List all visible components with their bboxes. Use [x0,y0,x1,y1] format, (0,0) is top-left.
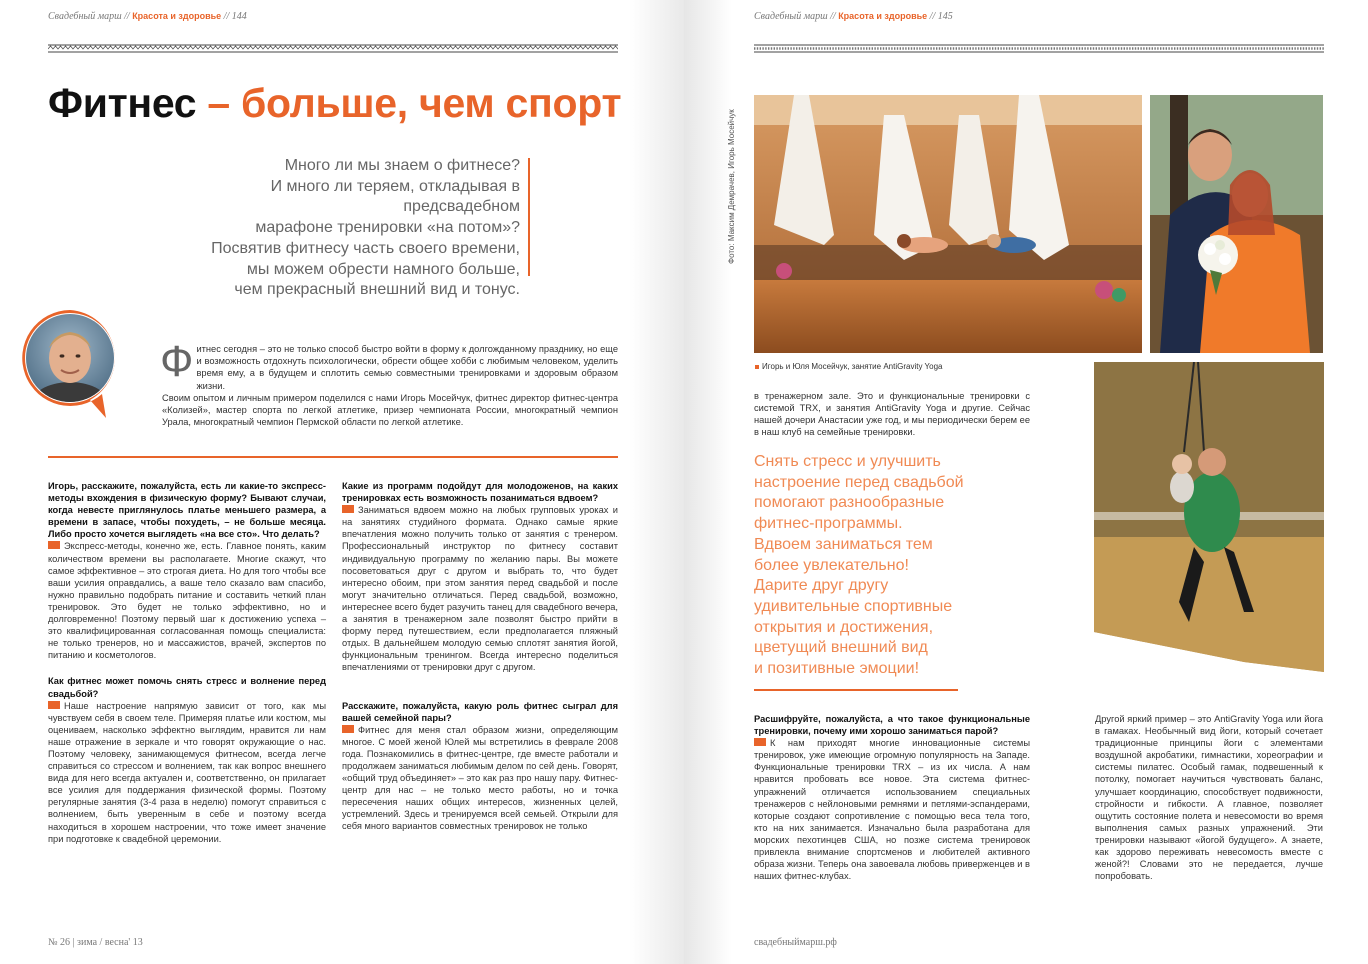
section-divider [48,456,618,458]
issue-footer: № 26 | зима / весна' 13 [48,937,143,948]
pull-quote: Снять стресс и улучшить настроение перед свадьбой помогают разнообразные фитнес-программы. Вдвоем заниматься тем более увлекательно! Дарите друг другу удивительные спортивные открытия и достижения, цветущий внешний вид и позитивные эмоции! [754,453,964,678]
site-footer: свадебныймарш.рф [754,937,837,948]
question-heading: Какие из программ подойдут для молодоженов, на каких тренировках есть возможность позаниматься вдвоем? [342,481,618,504]
trx-training-photo [1094,362,1324,672]
caption-marker [755,365,759,369]
answer-marker [48,701,60,709]
right-column-2: Другой яркий пример – это AntiGravity Yoga или йога в гамаках. Необычный вид йоги, который сочетает традиционные принципы йоги с элементами воздушной акробатики, гимнастики, хореографии и системы пилатес. Особый гамак, подвешенный к потолку, помогает научиться чувствовать баланс, улучшает координацию, способствует подвижности, стройности и гибкости. А главное, позволяет ощутить состояние полета и невесомости во время выполнения самых разных упражнений. Эти тренировки называют «йогой будущего». А знаете, как здорово переживать невесомость вместе с женой?! Словами это не передается, лучше попробовать. [1095,714,1323,882]
question-heading: Как фитнес может помочь снять стресс и волнение перед свадьбой? [48,676,326,699]
continuation-text: в тренажерном зале. Это и функциональные тренировки с системой TRX, и занятия AntiGravity Yoga и другие. Сейчас нашей дочери Анастасии уже год, и мы периодически берем ее в наш клуб на семейные тренировки. [754,391,1030,438]
answer-marker [48,541,60,549]
left-column-1: Игорь, расскажите, пожалуйста, есть ли какие-то экспресс-методы вхождения в физическую форму? Бывают случаи, когда невесте приглянулось платье меньшего размера, а времени в запасе, чтобы похудеть, – не больше месяца. Либо просто хочется выглядеть «на все сто». Что делать? Экспресс-методы, конечно же, есть. Главное понять, каким количеством времени вы располагаете. Многие скажут, что самое эффективное – это строгая диета. Но для того чтобы все ваши усилия оправдались, а ваше тело сказало вам спасибо, нужно правильно подобрать питание и составить четкий план тренировок. Это будет не только эффективно, но и долговременно! Поэтому первый шаг к достижению успеха – это квалифицированная согласованная помощь специалиста: не только тренеров, но и массажистов, врачей, экспертов по питанию и косметологов. Как фитнес может помочь снять стресс и волнение перед свадьбой? Наше настроение напрямую зависит от того, как мы чувствуем себя в своем теле. Примеряя платье или костюм, мы оцениваем, насколько эффектно выглядим, нравится ли нам наше отражение в зеркале и что говорят окружающие о нас. Поэтому человеку, занимающемуся фитнесом, всегда легче справиться со стрессом и волнением, так как вопрос внешнего вида для него всегда актуален и, соответственно, он прилагает все усилия для поддержания физической формы. Поэтому регулярные занятия (3-4 раза в неделю) помогут справиться с волнением, быть уверенным в себе и поэтому всегда находиться в хорошем настроении, что тоже имеет значение при подготовке к свадебной церемонии. [48,481,326,844]
couple-portrait-photo [1150,95,1323,353]
photo-caption: Игорь и Юля Мосейчук, занятие AntiGravity Yoga [755,362,942,371]
running-header-left: Свадебный марш // Красота и здоровье // 144 [48,11,247,22]
article-title: Фитнес – больше, чем спорт [48,80,622,126]
lead-accent-bar [528,158,530,276]
left-column-2: Какие из программ подойдут для молодоженов, на каких тренировках есть возможность позаниматься вдвоем? Заниматься вдвоем можно на любых групповых уроках и на занятиях студийного формата. Однако самые яркие впечатления можно получить только от занятия с тренером. Профессиональный инструктор по фитнесу составит индивидуальную программу по желанию пары. Вы можете посоветоваться друг с другом и выбрать то, что будет интересно обоим, при этом занятия перед свадьбой и после могут значительно отличаться. Перед свадьбой, возможно, интереснее всего будет разучить танец для свадебного вечера, а занятия в тренажерном зале позволят быстро прийти в форму перед путешествием, если предполагается пляжный отдых. В дальнейшем молодую семью сплотят занятия йогой, функциональным тренингом. Всегда интересно поделиться впечатлениями от тренировки друг с другом. Расскажите, пожалуйста, какую роль фитнес сыграл для вашей семейной пары? Фитнес для меня стал образом жизни, определяющим многое. С моей женой Юлей мы встретились в феврале 2008 года. Познакомились в фитнес-центре, где вместе работали и продолжаем заниматься любимым делом по сей день. Говорят, «общий труд объединяет» – это как раз про нашу пару. Фитнес-центр для нас – не только место работы, но и точка пересечения наших общих интересов, жизненных целей, устремлений. Здесь и тренируемся всей семьей. Открыли для себя много вариантов совместных тренировок не только [342,481,618,832]
lead-paragraph: Много ли мы знаем о фитнесе? И много ли теряем, откладывая в предсвадебном марафоне тренировки «на потом»? Посвятив фитнесу часть своего времени, мы можем обрести намного больше, чем прекрасный внешний вид и тонус. [211,157,520,299]
question-heading: Игорь, расскажите, пожалуйста, есть ли какие-то экспресс-методы вхождения в физическую форму? Бывают случаи, когда невесте приглянулось платье меньшего размера, а времени в запасе, чтобы похудеть, – не больше месяца. Либо просто хочется выглядеть «на все сто». Что делать? [48,481,326,540]
answer-marker [754,738,766,746]
right-page [684,0,1368,964]
photo-credit [725,94,737,264]
right-column-1: Расшифруйте, пожалуйста, а что такое функциональные тренировки, почему ими хорошо заниматься парой? К нам приходят многие инновационные системы тренировок, уже имеющие огромную популярность на Западе. Функциональные тренировки TRX – из их числа. А нам нравится пробовать все новое. Эта система фитнес-упражнений отличается использованием специальных тренажеров с нейлоновыми ремнями и петлями-эспандерами, которые создают сопротивление с помощью веса тела того, кто на них занимается. Изначально была разработана для морских пехотинцев США, но позже система тренировок привлекла внимание спортсменов и любителей активного образа жизни. Теперь она завоевала любовь приверженцев и в наших фитнес-клубах. [754,714,1030,882]
dropcap: Ф [160,337,194,386]
intro-text: Ф итнес сегодня – это не только способ быстро войти в форму к долгожданному празднику, но еще и возможность отдохнуть психологически, обрести общее хобби с любимым человеком, уделить время ему, а в будущем и сплотить семью совместными тренировками и здоровым образом жизни. Своим опытом и личным примером поделился с нами Игорь Мосейчук, фитнес директор фитнес-центра «Колизей», мастер спорта по легкой атлетике, призер чемпионата России, многократный чемпион Урала, многократный чемпион Пермской области по легкой атлетике. [160,337,618,428]
avatar [20,308,120,432]
answer-marker [342,725,354,733]
question-heading: Расшифруйте, пожалуйста, а что такое функциональные тренировки, почему ими хорошо заниматься парой? [754,714,1030,737]
running-header-right: Свадебный марш // Красота и здоровье // 145 [754,11,953,22]
answer-marker [342,505,354,513]
section-divider [754,689,958,691]
zigzag-divider [754,44,1324,53]
svg-text:Фото: Максим Демрачев, Игорь М: Фото: Максим Демрачев, Игорь Мосейчук [727,109,736,264]
question-heading: Расскажите, пожалуйста, какую роль фитнес сыграл для вашей семейной пары? [342,700,618,723]
aerial-yoga-photo [754,95,1142,353]
zigzag-divider [48,44,618,53]
